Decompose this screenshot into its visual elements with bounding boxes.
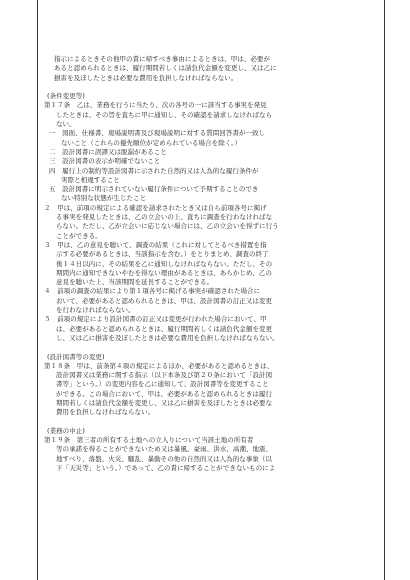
paragraph-line: し、又は乙に損害を及ぼしたときは必要な費用を負担しなければならない。	[56, 333, 279, 342]
paragraph-line: を行わなければならない。	[56, 306, 135, 315]
paragraph-line: 示する必要があるときは、当該指示を含む。）をとりまとめ、調査の終了	[56, 250, 269, 259]
paragraph-line: ３ 甲は、乙の意見を聴いて、調査の結果（これに対してとるべき措置を指	[44, 240, 267, 249]
body-line: 指示によるときその他甲の責に帰すべき事由によるときは、甲は、必要が	[54, 55, 271, 63]
list-item-cont: ないこと（これらの優先順位が定められている場合を除く。）	[61, 138, 242, 147]
list-item: 二 設計図書に誤謬又は脱漏があること	[49, 147, 167, 156]
article-line: 地すべり、落盤、火災、騒乱、暴動その他の自然的又は人為的な事象（以	[56, 454, 273, 463]
paragraph-line: ２ 甲は、前項の規定による確認を請求されたとき又は自ら前項各号に掲げ	[44, 203, 267, 212]
article-line: したときは、その旨を直ちに甲に通知し、その確認を請求しなければなら	[56, 110, 273, 119]
list-item: 五 設計図書に明示されていない履行条件について予期することのでき	[49, 185, 259, 194]
article-line: 費用を負担しなければならない。	[56, 408, 155, 417]
paragraph-line: は、必要があると認められるときは、履行期間若しくは請負代金額を変更	[56, 324, 273, 333]
paragraph-line: ４ 前項の調査の結果により第１項各号に掲げる事実が確認された場合に	[44, 287, 261, 296]
body-line: あると認められるときは、履行期間若しくは請負代金額を変更し、又は乙に	[54, 64, 277, 73]
document-body	[44, 55, 380, 473]
list-item: 一 図面、仕様書、現場説明書及び現場説明に対する質問回答書が一致し	[49, 129, 266, 138]
left-border-line	[37, 0, 38, 580]
article-heading: (業務の中止)	[47, 426, 85, 435]
article-line: ができる。この場合において、甲は、必要があると認められるときは履行	[56, 389, 273, 398]
list-item: 四 履行上の制約等設計図書に示された自然的又は人為的な履行条件が	[49, 166, 259, 175]
paragraph-line: ５ 前項の規定により設計図書の訂正又は変更が行われた場合において、甲	[44, 315, 267, 324]
paragraph-line: 後１４日以内に、その結果を乙に通知しなければならない。ただし、その	[56, 259, 273, 268]
paragraph-line: る事実を発見したときは、乙の立会いの上、直ちに調査を行わなければな	[56, 213, 273, 222]
article-line: 第１８条 甲は、前条第４項の規定によるほか、必要があると認めるときは、	[44, 361, 274, 370]
article-heading: (設計図書等の変更)	[47, 352, 105, 361]
list-item-cont: 実際と相違すること	[61, 175, 120, 184]
list-item: 三 設計図書の表示が明確でないこと	[49, 157, 161, 166]
paragraph-line: 意見を聴いた上、当該期間を延長することができる。	[56, 278, 214, 287]
paragraph-line: 期間内に通知できないやむを得ない理由があるときは、あらかじめ、乙の	[56, 268, 272, 277]
body-line: 損害を及ぼしたときは必要な費用を負担しなければならない。	[54, 73, 238, 82]
article-line: ない。	[56, 120, 76, 129]
right-border-line	[384, 0, 385, 580]
paragraph-line: らない。ただし、乙が立会いに応じない場合には、乙の立会いを得ずに行う	[56, 222, 279, 231]
article-line: 下「天災等」という。）であって、乙の責に帰することができないものによ	[56, 464, 276, 473]
article-line: 期間若しくは請負代金額を変更し、又は乙に損害を及ぼしたときは必要な	[56, 398, 273, 407]
article-line: 等の承諾を得ることができないため又は暴風、豪雨、洪水、高潮、地震、	[56, 445, 273, 454]
contract-document	[37, 0, 385, 580]
paragraph-line: おいて、必要があると認められるときは、甲は、設計図書の訂正又は変更	[56, 296, 273, 305]
article-line: 第１９条 第三者の所有する土地への立入りについて当該土地の所有者	[44, 436, 254, 445]
article-heading: (条件変更等)	[47, 92, 85, 101]
article-line: 書等」という。）の変更内容を乙に通知して、設計図書等を変更すること	[56, 380, 269, 389]
article-line: 第１７条 乙は、業務を行うに当たり、次の各号の一に該当する事実を発見	[44, 101, 267, 110]
article-line: 設計図書又は業務に関する指示（以下本条及び第２０条において「設計図	[56, 371, 273, 380]
paragraph-line: ことができる。	[56, 231, 102, 240]
list-item-cont: ない特別な状態が生じたこと	[61, 194, 147, 203]
